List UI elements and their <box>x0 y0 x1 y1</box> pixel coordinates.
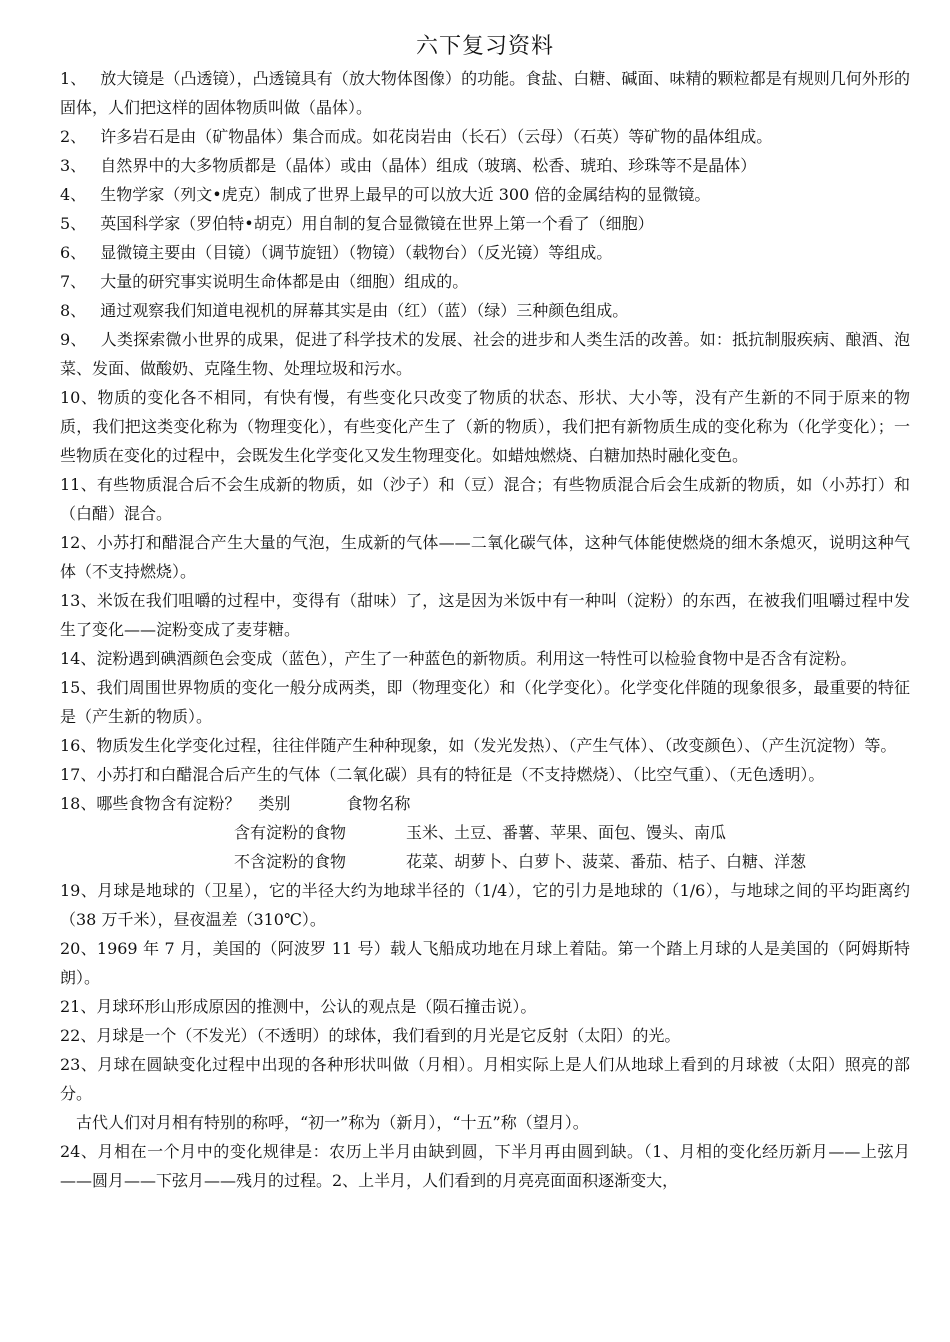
column-header-food-name: 食物名称 <box>346 794 411 813</box>
list-item <box>60 180 910 209</box>
list-item <box>60 876 910 934</box>
item-number: 23、 <box>60 1055 98 1074</box>
list-item <box>60 586 910 644</box>
item-text: 放大镜是（凸透镜），凸透镜具有（放大物体图像）的功能。食盐、白糖、碱面、味精的颗粒都是有规则几何外形的固体，人们把这样的固体物质叫做（晶体）。 <box>60 69 910 117</box>
starch-food-table <box>234 818 806 876</box>
moon-phase-note: 古代人们对月相有特别的称呼，“初一”称为（新月），“十五”称（望月）。 <box>76 1113 589 1132</box>
list-item-18 <box>60 789 910 818</box>
item-text: 大量的研究事实说明生命体都是由（细胞）组成的。 <box>100 272 469 291</box>
item-text: 显微镜主要由（目镜）（调节旋钮）（物镜）（载物台）（反光镜）等组成。 <box>100 243 613 262</box>
item-number: 6、 <box>60 243 87 262</box>
list-item <box>60 731 910 760</box>
item-number: 17、 <box>60 765 97 784</box>
item-text: 米饭在我们咀嚼的过程中，变得有（甜味）了，这是因为米饭中有一种叫（淀粉）的东西，在被我们咀嚼过程中发生了变化——淀粉变成了麦芽糖。 <box>60 591 910 639</box>
list-item <box>60 122 910 151</box>
item-number: 13、 <box>60 591 97 610</box>
item-number: 1、 <box>60 69 87 88</box>
item-text: 通过观察我们知道电视机的屏幕其实是由（红）（蓝）（绿）三种颜色组成。 <box>100 301 629 320</box>
list-item <box>60 673 910 731</box>
item-number: 12、 <box>60 533 97 552</box>
item-text: 月球是一个（不发光）（不透明）的球体，我们看到的月光是它反射（太阳）的光。 <box>96 1026 681 1045</box>
table-row <box>234 818 806 847</box>
item-number: 7、 <box>60 272 87 291</box>
item-text: 物质发生化学变化过程，往往伴随产生种种现象，如（发光发热）、（产生气体）、（改变颜色）、（产生沉淀物）等。 <box>96 736 897 755</box>
item-list <box>60 876 910 1108</box>
item-text: 月相在一个月中的变化规律是：农历上半月由缺到圆，下半月再由圆到缺。（1、月相的变化经历新月——上弦月——圆月——下弦月——残月的过程。2、上半月，人们看到的月亮亮面面积逐渐变大， <box>60 1142 910 1190</box>
item-text: 月球环形山形成原因的推测中，公认的观点是（陨石撞击说）。 <box>96 997 537 1016</box>
item-list <box>60 64 910 789</box>
item-text: 淀粉遇到碘酒颜色会变成（蓝色），产生了一种蓝色的新物质。利用这一特性可以检验食物中是否含有淀粉。 <box>96 649 857 668</box>
table-cell-category: 不含淀粉的食物 <box>234 852 347 871</box>
item-number: 10、 <box>60 388 98 407</box>
list-item <box>60 934 910 992</box>
list-item <box>60 151 910 180</box>
list-item <box>60 267 910 296</box>
list-item <box>60 470 910 528</box>
item-number: 15、 <box>60 678 97 697</box>
item-text: 英国科学家（罗伯特•胡克）用自制的复合显微镜在世界上第一个看了（细胞） <box>100 214 654 233</box>
list-item <box>60 1050 910 1108</box>
item-number: 11、 <box>60 475 97 494</box>
item-number: 8、 <box>60 301 87 320</box>
item-text: 小苏打和白醋混合后产生的气体（二氧化碳）具有的特征是（不支持燃烧）、（比空气重）、（无色透明）。 <box>96 765 825 784</box>
document-page <box>60 32 910 1195</box>
table-row <box>234 847 806 876</box>
item-text: 许多岩石是由（矿物晶体）集合而成。如花岗岩由（长石）（云母）（石英）等矿物的晶体组成。 <box>100 127 773 146</box>
item-text: 生物学家（列文•虎克）制成了世界上最早的可以放大近 300 倍的金属结构的显微镜。 <box>100 185 711 204</box>
item-text: 月球在圆缺变化过程中出现的各种形状叫做（月相）。月相实际上是人们从地球上看到的月球被（太阳）照亮的部分。 <box>60 1055 910 1103</box>
list-item <box>60 296 910 325</box>
list-item-24 <box>60 1137 910 1195</box>
item-number: 24、 <box>60 1142 98 1161</box>
item-number: 2、 <box>60 127 87 146</box>
item-text: 月球是地球的（卫星），它的半径大约为地球半径的（1/4），它的引力是地球的（1/6），与地球之间的平均距离约（38 万千米），昼夜温差（310℃）。 <box>60 881 910 929</box>
item-text: 物质的变化各不相同，有快有慢，有些变化只改变了物质的状态、形状、大小等，没有产生新的不同于原来的物质，我们把这类变化称为（物理变化），有些变化产生了（新的物质），我们把有新物质生成的变化称为（化学变化）；一些物质在变化的过程中，会既发生化学变化又发生物理变化。如蜡烛燃烧、白糖加热时融化变色。 <box>60 388 910 465</box>
item-number: 9、 <box>60 330 87 349</box>
item-number: 16、 <box>60 736 97 755</box>
item-number: 22、 <box>60 1026 97 1045</box>
item-text: 有些物质混合后不会生成新的物质，如（沙子）和（豆）混合；有些物质混合后会生成新的物质，如（小苏打）和（白醋）混合。 <box>60 475 910 523</box>
item-number: 18、 <box>60 794 97 813</box>
column-header-category: 类别 <box>258 794 291 813</box>
item-text: 1969 年 7 月，美国的（阿波罗 11 号）载人飞船成功地在月球上着陆。第一个踏上月球的人是美国的（阿姆斯特朗）。 <box>60 939 910 987</box>
item-text: 我们周围世界物质的变化一般分成两类，即（物理变化）和（化学变化）。化学变化伴随的现象很多，最重要的特征是（产生新的物质）。 <box>60 678 910 726</box>
list-item <box>60 383 910 470</box>
list-item <box>60 209 910 238</box>
list-item <box>60 528 910 586</box>
item-text: 自然界中的大多物质都是（晶体）或由（晶体）组成（玻璃、松香、琥珀、珍珠等不是晶体） <box>100 156 757 175</box>
list-item <box>60 644 910 673</box>
item-number: 14、 <box>60 649 97 668</box>
page-title: 六下复习资料 <box>415 34 554 59</box>
item-text: 人类探索微小世界的成果，促进了科学技术的发展、社会的进步和人类生活的改善。如：抵抗制服疾病、酿酒、泡菜、发面、做酸奶、克隆生物、处理垃圾和污水。 <box>60 330 910 378</box>
table-cell-category: 含有淀粉的食物 <box>234 823 347 842</box>
item-number: 19、 <box>60 881 98 900</box>
item-number: 4、 <box>60 185 87 204</box>
list-item <box>60 325 910 383</box>
item-number: 3、 <box>60 156 87 175</box>
list-item <box>60 760 910 789</box>
list-item <box>60 992 910 1021</box>
item-number: 21、 <box>60 997 97 1016</box>
list-item <box>60 238 910 267</box>
item-text: 小苏打和醋混合产生大量的气泡，生成新的气体——二氧化碳气体，这种气体能使燃烧的细木条熄灭，说明这种气体（不支持燃烧）。 <box>60 533 910 581</box>
table-cell-foods: 玉米、土豆、番薯、苹果、面包、馒头、南瓜 <box>406 823 727 842</box>
item-number: 20、 <box>60 939 97 958</box>
table-cell-foods: 花菜、胡萝卜、白萝卜、菠菜、番茄、桔子、白糖、洋葱 <box>406 852 807 871</box>
list-item <box>60 1021 910 1050</box>
list-item <box>60 64 910 122</box>
item-question: 哪些食物含有淀粉？ <box>96 794 241 813</box>
item-number: 5、 <box>60 214 87 233</box>
